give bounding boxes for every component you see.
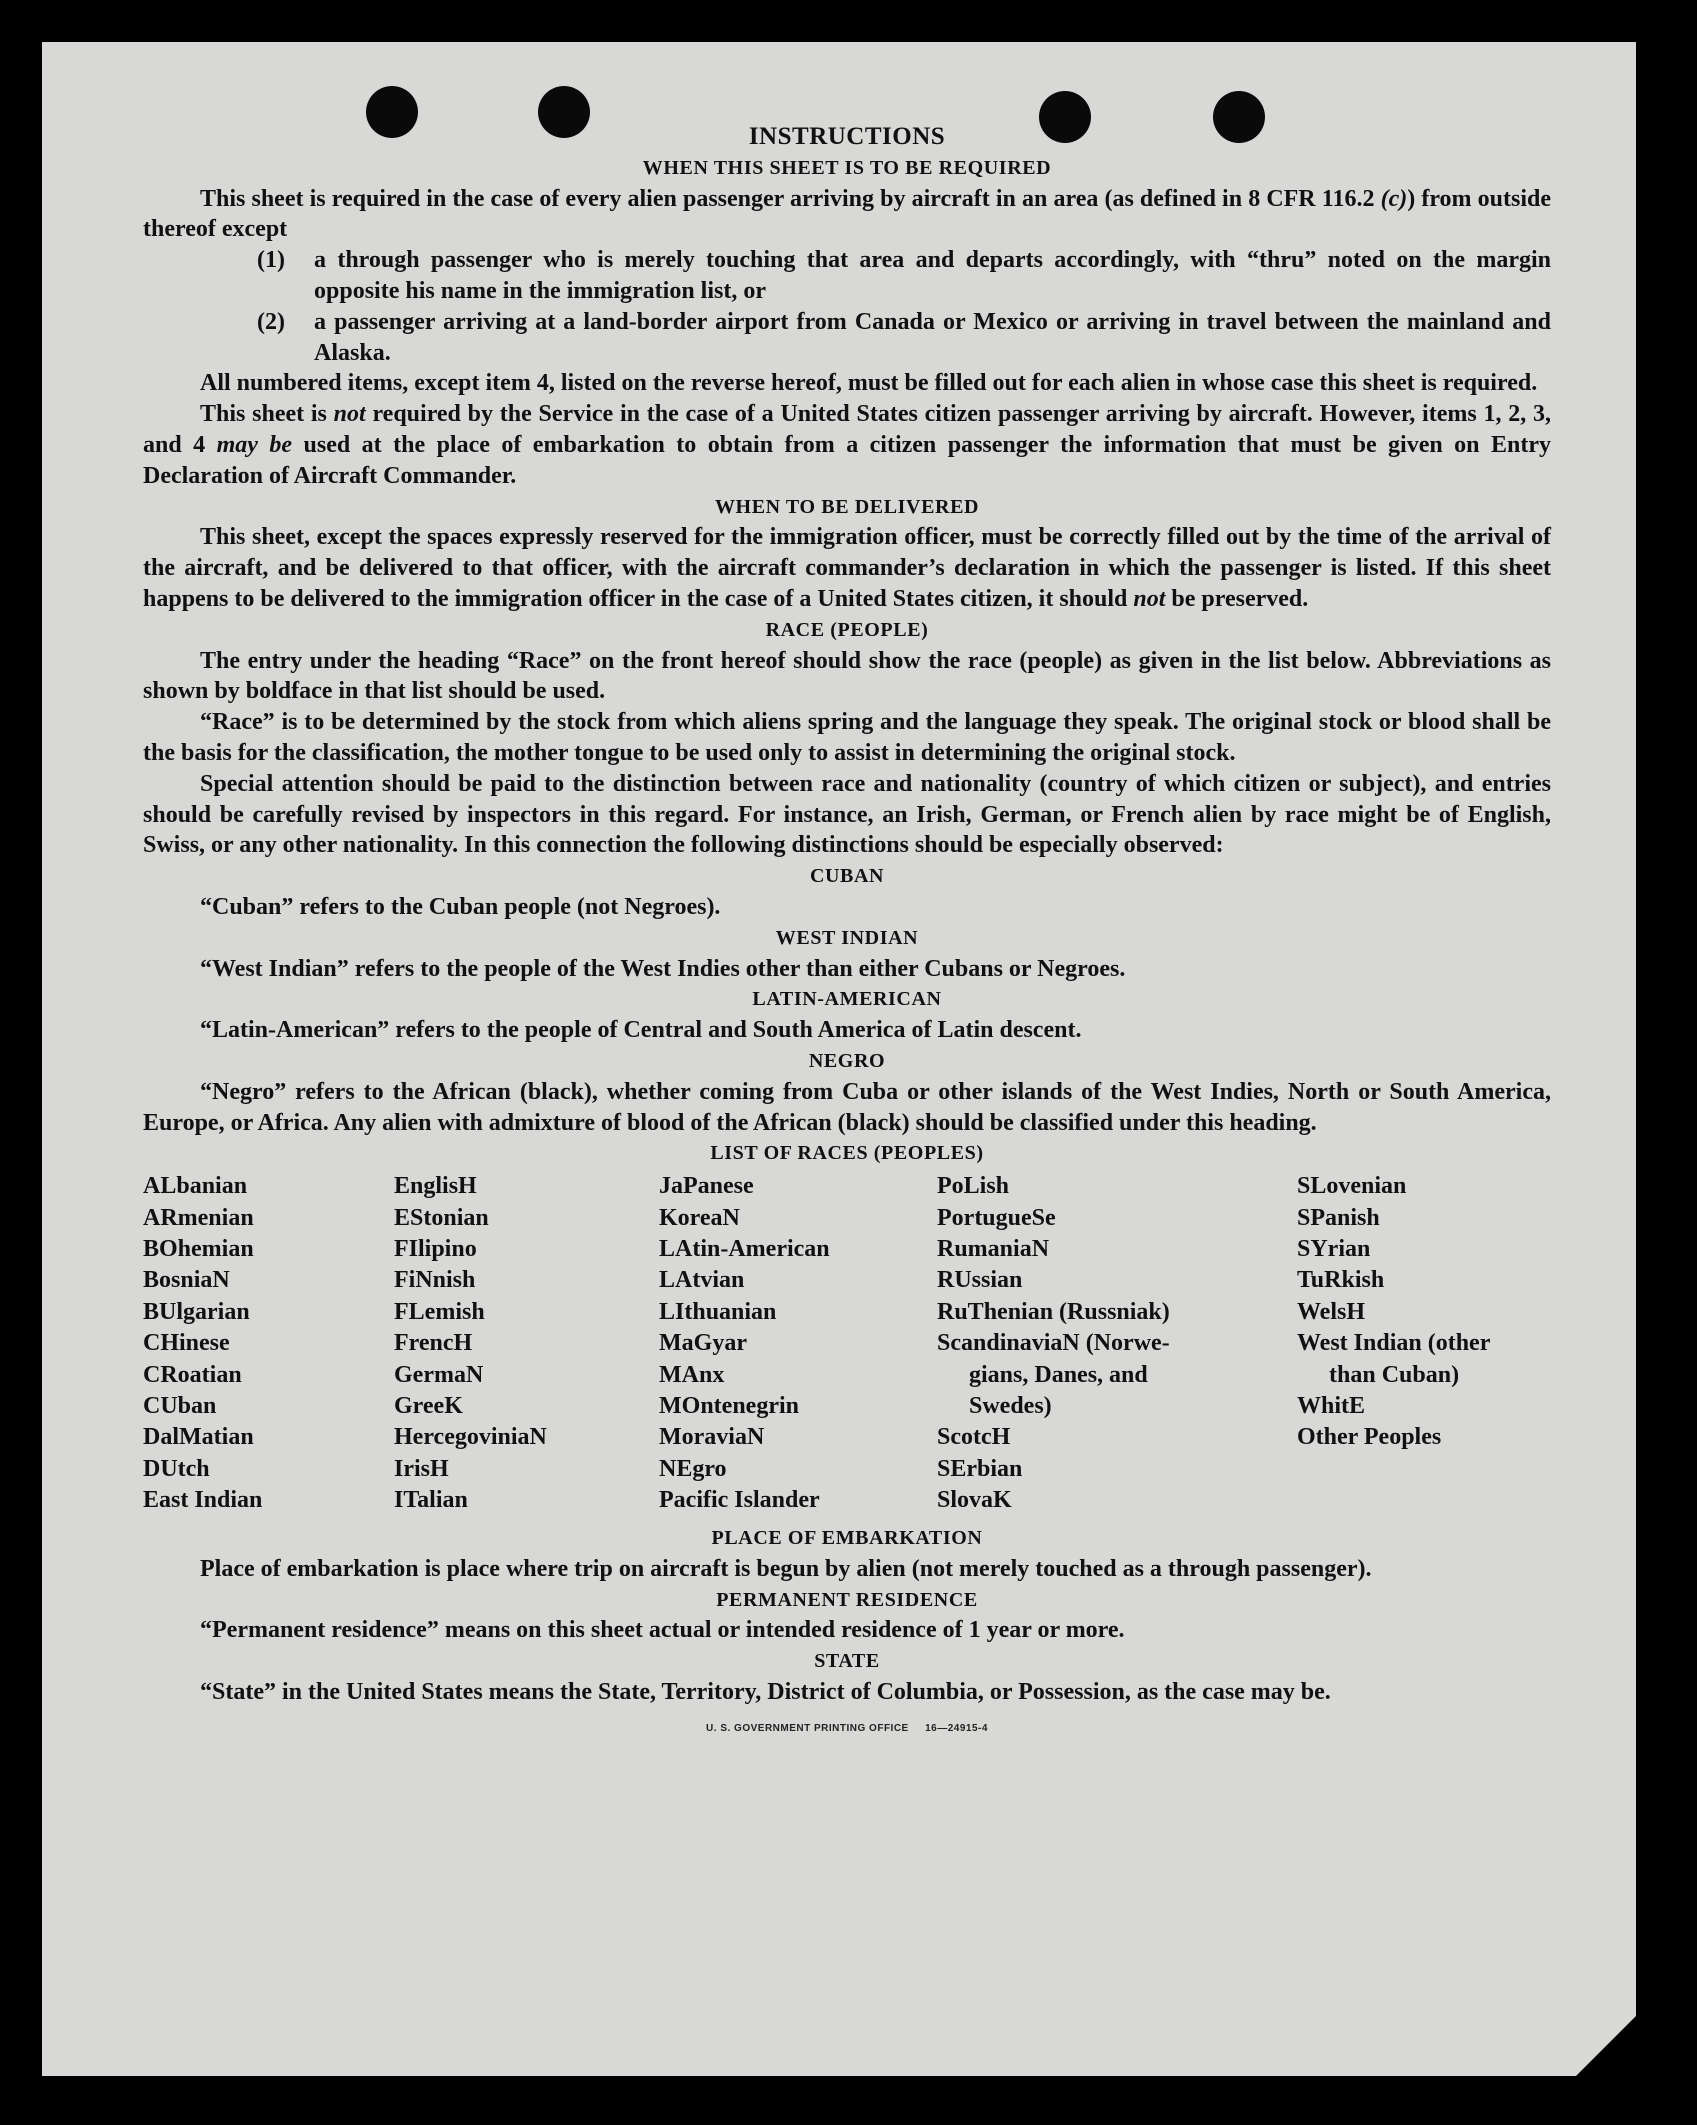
race-column <box>937 1171 1170 1516</box>
race-column <box>394 1171 547 1516</box>
text-segment: Place of embarkation is place where trip on aircraft is begun by alien (not merely touched as a through passenger). <box>200 1555 1372 1582</box>
page-title: INSTRUCTIONS <box>748 123 946 150</box>
paragraph <box>143 1677 1551 1708</box>
race-entry: PortugueSe <box>937 1204 1056 1231</box>
text-segment: ) from outside thereof except <box>143 185 1552 243</box>
printing-office-footer: U. S. GOVERNMENT PRINTING OFFICE 16—24915-4 <box>706 1722 988 1734</box>
race-entry: MaGyar <box>659 1330 747 1357</box>
race-column <box>143 1171 262 1516</box>
race-entry: SLovenian <box>1297 1173 1407 1200</box>
race-entry: gians, Danes, and <box>969 1361 1148 1388</box>
race-entry: HercegoviniaN <box>394 1424 547 1451</box>
section-heading: STATE <box>814 1650 880 1673</box>
race-entry: DalMatian <box>143 1424 254 1451</box>
paragraph <box>143 954 1551 985</box>
list-item <box>257 307 1551 369</box>
text-segment: be preserved. <box>1165 585 1309 612</box>
paragraph <box>143 522 1551 614</box>
race-list <box>143 1171 1551 1519</box>
text-segment: a through passenger who is merely touching that area and departs accordingly, with “thru” noted on the margin opposite his name in the immigration list, or <box>314 247 1551 304</box>
race-entry: CRoatian <box>143 1361 242 1388</box>
section-heading: CUBAN <box>809 865 885 888</box>
race-entry: MAnx <box>659 1361 725 1388</box>
race-entry: East Indian <box>143 1487 263 1514</box>
emphasis-text: not <box>333 401 366 428</box>
text-segment: used at the place of embarkation to obtain from a citizen passenger the information that must be given on Entry Declaration of Aircraft Commander. <box>143 431 1551 489</box>
race-entry: JaPanese <box>659 1173 754 1200</box>
text-segment: This sheet is required in the case of every alien passenger arriving by aircraft in an area (as defined in 8 CFR 116.2 <box>200 185 1381 212</box>
race-entry: SErbian <box>937 1455 1023 1482</box>
race-entry: ARmenian <box>143 1204 254 1231</box>
paragraph <box>143 1015 1551 1046</box>
race-entry: ALbanian <box>143 1173 248 1200</box>
section-heading: LIST OF RACES (PEOPLES) <box>710 1142 984 1165</box>
race-entry: RuThenian (Russniak) <box>937 1298 1170 1325</box>
paragraph <box>143 368 1551 399</box>
race-entry: EnglisH <box>394 1173 477 1200</box>
text-segment: “Cuban” refers to the Cuban people (not Negroes). <box>200 893 721 920</box>
text-segment: required by the Service in the case of a United States citizen passenger arriving by aircraft. However, items 1, 2, 3, and 4 <box>143 401 1552 458</box>
race-entry: than Cuban) <box>1329 1361 1460 1388</box>
race-entry: RUssian <box>937 1267 1023 1294</box>
race-entry: FiNnish <box>394 1267 476 1294</box>
race-entry: KoreaN <box>659 1204 740 1231</box>
paragraph <box>143 1077 1551 1139</box>
race-entry: ScandinaviaN (Norwe- <box>937 1330 1170 1357</box>
race-entry: ScotcH <box>937 1424 1011 1451</box>
race-entry: IrisH <box>394 1455 449 1482</box>
emphasis-text: not <box>1133 585 1166 612</box>
race-entry: DUtch <box>143 1455 210 1482</box>
text-segment: a passenger arriving at a land-border airport from Canada or Mexico or arriving in travel between the mainland and Alaska. <box>314 308 1551 366</box>
section-heading: WHEN THIS SHEET IS TO BE REQUIRED <box>642 156 1052 179</box>
item-text <box>314 245 1551 307</box>
race-entry: CUban <box>143 1392 217 1419</box>
race-entry: WelsH <box>1297 1298 1366 1325</box>
race-entry: WhitE <box>1297 1392 1366 1419</box>
race-entry: SPanish <box>1297 1204 1380 1231</box>
section-heading: WHEN TO BE DELIVERED <box>714 495 980 518</box>
race-entry: FrencH <box>394 1330 473 1357</box>
text-segment: This sheet is <box>200 401 334 428</box>
race-entry: TuRkish <box>1297 1267 1385 1294</box>
race-entry: RumaniaN <box>937 1235 1050 1262</box>
race-entry: CHinese <box>143 1330 230 1357</box>
text-segment: “Latin-American” refers to the people of Central and South America of Latin descent. <box>200 1017 1082 1044</box>
race-entry: BosniaN <box>143 1267 230 1294</box>
race-entry: SlovaK <box>937 1487 1012 1514</box>
race-entry: GreeK <box>394 1392 463 1419</box>
section-heading: LATIN-AMERICAN <box>752 988 942 1011</box>
race-entry: MOntenegrin <box>659 1392 799 1419</box>
race-entry: Other Peoples <box>1297 1424 1442 1451</box>
paragraph <box>143 184 1551 246</box>
race-entry: GermaN <box>394 1361 484 1388</box>
item-number: (1) <box>257 247 285 274</box>
section-heading: RACE (PEOPLE) <box>765 618 929 641</box>
race-entry: SYrian <box>1297 1235 1371 1262</box>
race-entry: FIlipino <box>394 1235 477 1262</box>
race-entry: Pacific Islander <box>659 1487 820 1514</box>
emphasis-text: may be <box>216 431 293 458</box>
race-entry: ITalian <box>394 1487 468 1514</box>
emphasis-text: (c) <box>1380 185 1408 212</box>
section-heading: PERMANENT RESIDENCE <box>716 1588 978 1611</box>
race-entry: LAtin-American <box>659 1235 830 1262</box>
section-heading: PLACE OF EMBARKATION <box>711 1527 983 1550</box>
bold-text: boldface <box>245 678 333 705</box>
text-segment: Special attention should be paid to the distinction between race and nationality (country of which citizen or subject), and entries should be carefully revised by inspectors in this regard. For instance, an Irish, German, or French alien by race might be of English, Swiss, or any other nationality. In this connection the following distinctions should be especially observed: <box>143 770 1551 859</box>
paragraph <box>143 1615 1551 1646</box>
race-entry: BUlgarian <box>143 1298 250 1325</box>
paragraph <box>143 646 1551 708</box>
folded-corner <box>1576 2016 1636 2076</box>
text-segment: “Permanent residence” means on this sheet actual or intended residence of 1 year or more. <box>200 1617 1125 1644</box>
text-segment: This sheet, except the spaces expressly reserved for the immigration officer, must be correctly filled out by the time of the arrival of the aircraft, and be delivered to that officer, with the aircraft commander’s declaration in which the passenger is listed. If this sheet happens to be delivered to the immigration officer in the case of a United States citizen, it should <box>143 524 1551 612</box>
paragraph <box>143 399 1551 491</box>
section-heading: NEGRO <box>808 1049 886 1072</box>
text-segment: “Race” is to be determined by the stock from which aliens spring and the language they speak. The original stock or blood shall be the basis for the classification, the mother tongue to be used only to assist in determining the original stock. <box>143 709 1551 766</box>
item-number: (2) <box>257 308 285 335</box>
race-entry: BOhemian <box>143 1235 254 1262</box>
paragraph <box>143 1554 1551 1585</box>
race-entry: Swedes) <box>969 1392 1052 1419</box>
text-segment: The entry under the heading “Race” on the front hereof should show the race (people) as given in the list below. Abbreviations as shown by <box>143 647 1551 705</box>
paragraph <box>143 707 1551 769</box>
race-entry: FLemish <box>394 1298 485 1325</box>
race-column <box>1297 1171 1490 1454</box>
race-entry: NEgro <box>659 1455 727 1482</box>
race-entry: LIthuanian <box>659 1298 777 1325</box>
text-segment: “West Indian” refers to the people of the West Indies other than either Cubans or Negroes. <box>200 955 1126 982</box>
text-segment: “State” in the United States means the State, Territory, District of Columbia, or Possession, as the case may be. <box>200 1679 1331 1706</box>
list-item <box>257 245 1551 307</box>
instructions-body <box>143 122 1551 1736</box>
paragraph <box>143 892 1551 923</box>
text-segment: in that list should be used. <box>332 678 606 705</box>
race-entry: MoraviaN <box>659 1424 765 1451</box>
race-entry: PoLish <box>937 1173 1010 1200</box>
race-entry: LAtvian <box>659 1267 745 1294</box>
text-segment: All numbered items, except item 4, listed on the reverse hereof, must be filled out for each alien in whose case this sheet is required. <box>200 370 1538 397</box>
race-entry: EStonian <box>394 1204 489 1231</box>
race-entry: West Indian (other <box>1297 1330 1491 1357</box>
section-heading: WEST INDIAN <box>775 926 919 949</box>
text-segment: “Negro” refers to the African (black), whether coming from Cuba or other islands of the West Indies, North or South America, Europe, or Africa. Any alien with admixture of blood of the African (black) should be classified under this heading. <box>143 1078 1551 1136</box>
item-text <box>314 307 1551 369</box>
race-column <box>659 1171 830 1516</box>
paragraph <box>143 769 1551 861</box>
